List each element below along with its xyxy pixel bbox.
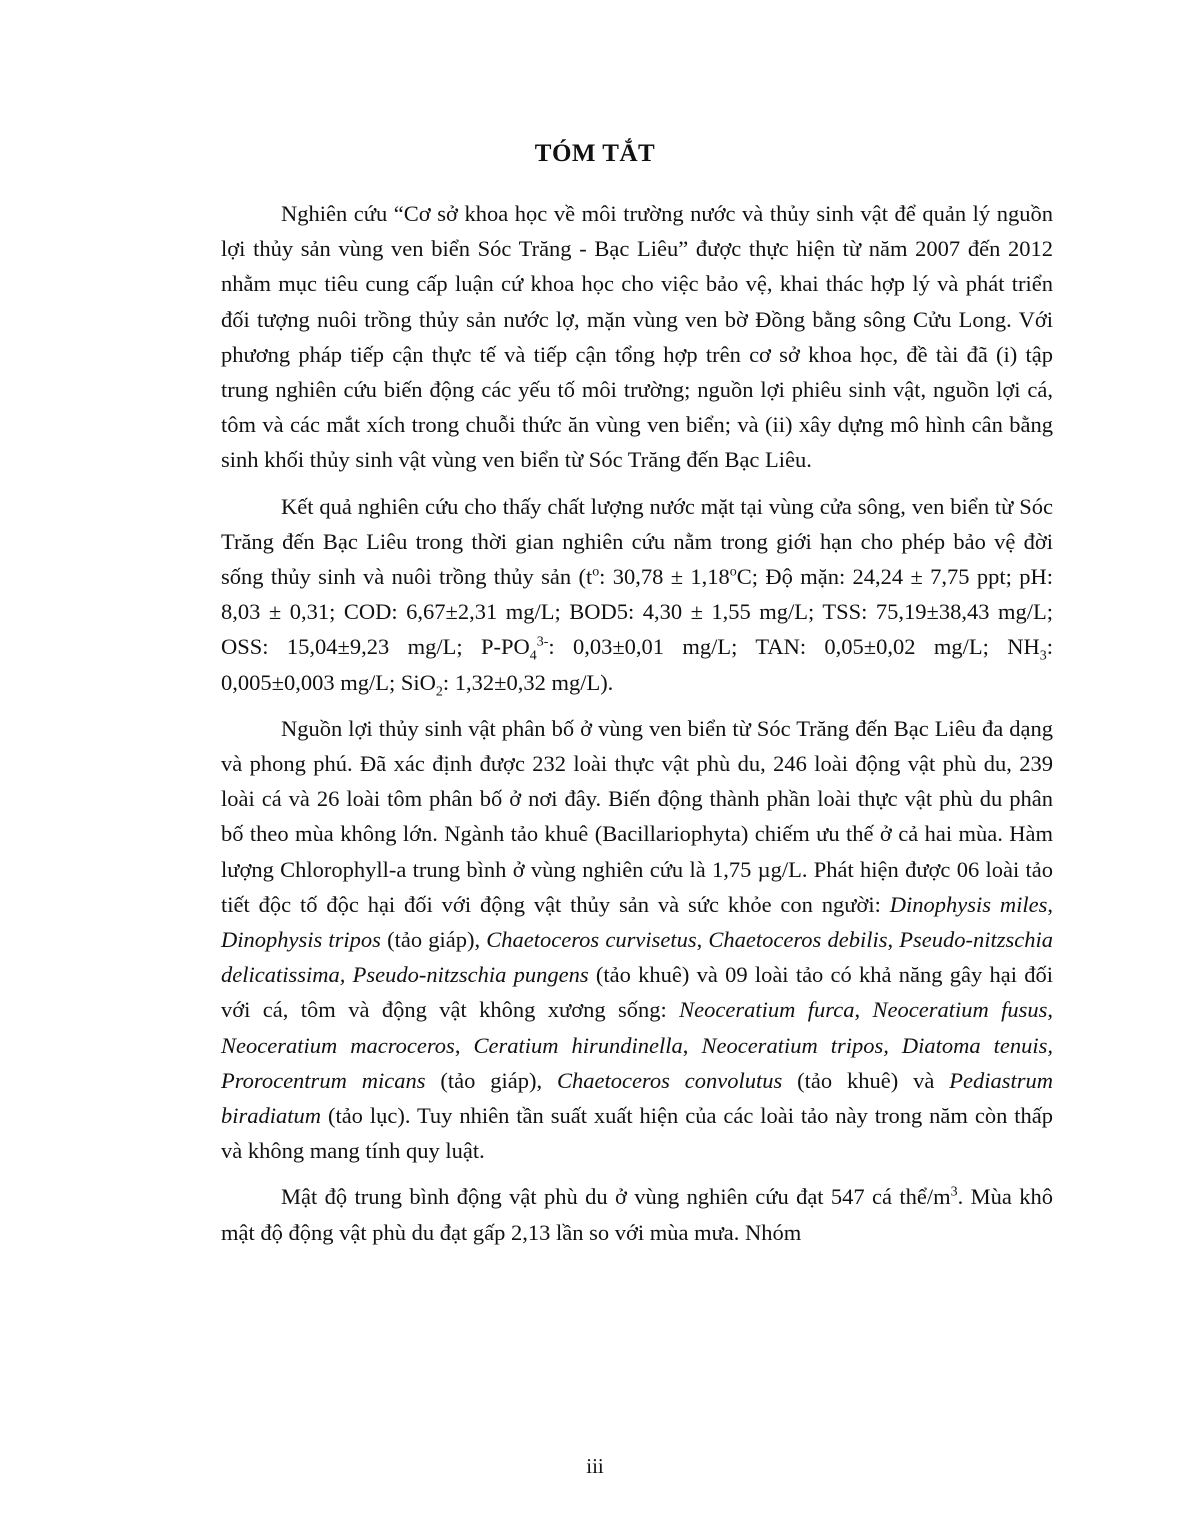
- paragraph-text: Nghiên cứu “Cơ sở khoa học về môi trường nước và thủy sinh vật để quản lý nguồn lợi thủy sản vùng ven biển Sóc Trăng - Bạc Liêu” được thực hiện từ năm 2007 đến 2012 nhằm mục tiêu cung cấp luận cứ khoa học cho việc bảo vệ, khai thác hợp lý và phát triển đối tượng nuôi trồng thủy sản nước lợ, mặn vùng ven bờ Đồng bằng sông Cửu Long. Với phương pháp tiếp cận thực tế và tiếp cận tổng hợp trên cơ sở khoa học, đề tài đã (i) tập trung nghiên cứu biến động các yếu tố môi trường; nguồn lợi phiêu sinh vật, nguồn lợi cá, tôm và các mắt xích trong chuỗi thức ăn vùng ven biển; và (ii) xây dựng mô hình cân bằng sinh khối thủy sinh vật vùng ven biển từ Sóc Trăng đến Bạc Liêu.: [221, 201, 1053, 473]
- text-run: ,: [1047, 891, 1054, 917]
- text-run: (tảo giáp),: [425, 1067, 557, 1093]
- text-run: ,: [887, 927, 900, 953]
- text-run: Kết quả nghiên cứu cho thấy chất lượng nước mặt tại vùng cửa sông, ven biển từ Sóc Trăng đến Bạc Liêu trong thời gian nghiên cứu nằm trong giới hạn cho phép bảo vệ đời sống thủy sinh và nuôi trồng thủy sản (t: [221, 493, 1053, 590]
- species-name: Neoceratium macroceros: [221, 1032, 455, 1058]
- text-run: (tảo lục). Tuy nhiên tần suất xuất hiện của các loài tảo này trong năm còn thấp và không mang tính quy luật.: [221, 1103, 1053, 1164]
- text-run: ,: [454, 1032, 474, 1058]
- text-run: . Mùa khô mật độ động vật phù du đạt gấp 2,13 lần so với mùa mưa. Nhóm: [221, 1184, 1053, 1245]
- superscript: 3: [950, 1184, 958, 1200]
- text-run: Nguồn lợi thủy sinh vật phân bố ở vùng ven biển từ Sóc Trăng đến Bạc Liêu đa dạng và phong phú. Đã xác định được 232 loài thực vật phù du, 246 loài động vật phù du, 239 loài cá và 26 loài tôm phân bố ở nơi đây. Biến động thành phần loài thực vật phù du phân bố theo mùa không lớn. Ngành tảo khuê (Bacillariophyta) chiếm ưu thế ở cả hai mùa. Hàm lượng Chlorophyll-a trung bình ở vùng nghiên cứu là 1,75 µg/L. Phát hiện được 06 loài tảo tiết độc tố độc hại đối với động vật thủy sản và sức khỏe con người:: [221, 715, 1053, 917]
- text-run: : 0,03±0,01 mg/L; TAN: 0,05±0,02 mg/L; NH: [548, 634, 1040, 660]
- text-run: ,: [1047, 997, 1054, 1023]
- superscript: o: [592, 564, 600, 580]
- subscript: 2: [435, 684, 443, 700]
- text-run: (tảo khuê) và: [782, 1067, 950, 1093]
- paragraph-4: [221, 1179, 1053, 1249]
- superscript: 3-: [536, 634, 549, 650]
- species-name: Neoceratium fusus: [872, 997, 1048, 1023]
- paragraph-1: [221, 196, 1053, 478]
- species-name: Pediastrum biradiatum: [221, 1067, 1054, 1129]
- text-run: C; Độ mặn: 24,24 ± 7,75 ppt; pH: 8,03 ± 0,31; COD: 6,67±2,31 mg/L; BOD5: 4,30 ± 1,55 mg/L; TSS: 75,19±38,43 mg/L; OSS: 15,04±9,23 mg/L; P-PO: [221, 564, 1053, 660]
- species-name: Dinophysis tripos: [221, 927, 381, 953]
- species-name: Dinophysis miles: [889, 891, 1048, 917]
- paragraph-3: [221, 711, 1053, 1169]
- text-run: Mật độ trung bình động vật phù du ở vùng nghiên cứu đạt 547 cá thể/m: [281, 1184, 951, 1210]
- species-name: Neoceratium furca: [679, 997, 855, 1023]
- text-run: ,: [682, 1032, 702, 1058]
- text-run: ,: [696, 927, 709, 953]
- paragraph-2: [221, 489, 1053, 700]
- page-number: iii: [586, 1454, 604, 1478]
- species-name: Pseudo-nitzschia delicatissima, Pseudo-nitzschia pungens: [221, 927, 1053, 988]
- page-title: TÓM TẮT: [534, 140, 656, 167]
- text-run: ,: [854, 997, 873, 1023]
- subscript: 3: [1039, 648, 1047, 664]
- subscript: 4: [529, 648, 537, 664]
- species-name: Ceratium hirundinella: [473, 1032, 683, 1058]
- abstract-body: [221, 196, 1053, 1261]
- species-name: Neoceratium tripos, Diatoma tenuis, Prorocentrum micans: [221, 1032, 1054, 1093]
- species-name: Chaetoceros curvisetus: [486, 927, 697, 953]
- species-name: Chaetoceros convolutus: [556, 1067, 783, 1093]
- species-name: Chaetoceros debilis: [708, 927, 888, 953]
- text-run: : 30,78 ± 1,18: [599, 564, 730, 590]
- text-run: : 1,32±0,32 mg/L).: [442, 669, 614, 695]
- superscript: o: [729, 564, 737, 580]
- text-run: : 0,005±0,003 mg/L; SiO: [221, 634, 1053, 695]
- text-run: (tảo khuê) và 09 loài tảo có khả năng gây hại đối với cá, tôm và động vật không xương sống:: [221, 962, 1054, 1023]
- text-run: (tảo giáp),: [380, 927, 487, 953]
